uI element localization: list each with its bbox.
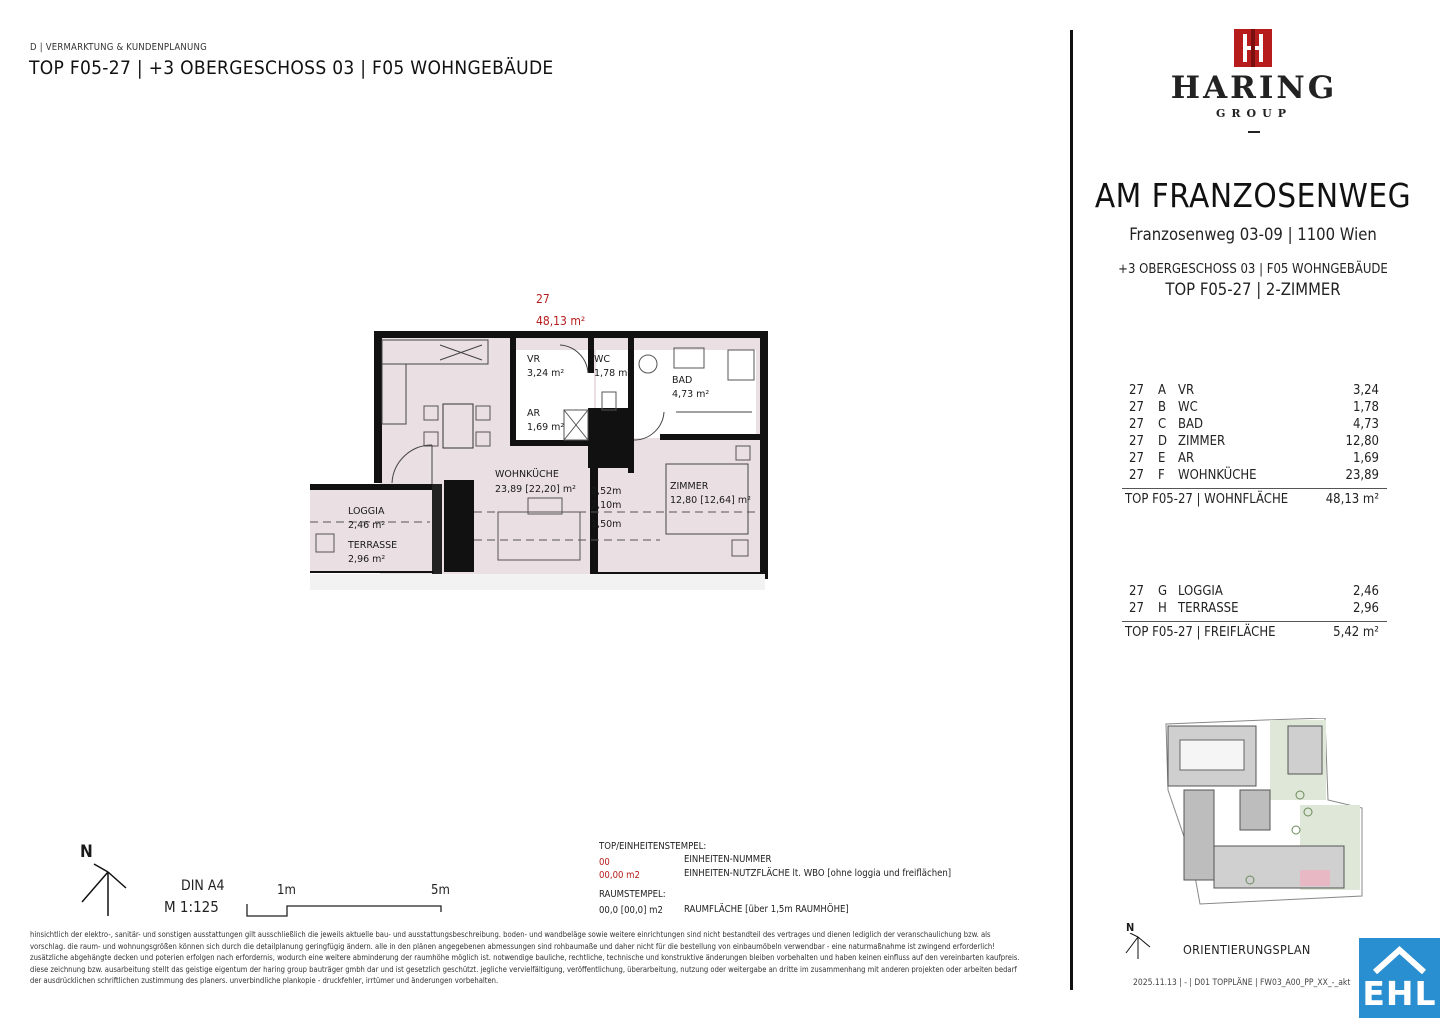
living-area-table bbox=[1122, 383, 1387, 512]
room-name: VR bbox=[1178, 383, 1195, 398]
brand-name: HARING bbox=[1170, 70, 1338, 106]
legend-text: EINHEITEN-NUTZFLÄCHE lt. WBO [ohne loggia und freiflächen] bbox=[684, 868, 952, 879]
vertical-divider bbox=[1070, 30, 1073, 990]
plan-unit-area: 48,13 m² bbox=[536, 314, 586, 328]
room-bad-area: 4,73 m² bbox=[672, 389, 710, 400]
table-row bbox=[1122, 601, 1387, 618]
total-value: 48,13 m² bbox=[1325, 492, 1379, 507]
room-zimmer-name: ZIMMER bbox=[670, 481, 709, 492]
legend-text: EINHEITEN-NUMMER bbox=[684, 854, 772, 865]
total-value: 5,42 m² bbox=[1333, 625, 1379, 640]
room-vr-area: 3,24 m² bbox=[527, 368, 565, 379]
legend-title: TOP/EINHEITENSTEMPEL: bbox=[599, 841, 707, 852]
room-terrasse-name: TERRASSE bbox=[348, 540, 398, 551]
room-vr-name: VR bbox=[527, 354, 541, 365]
table-row bbox=[1122, 434, 1387, 451]
unit-no: 27 bbox=[1129, 601, 1144, 616]
project-unit: TOP F05-27 | 2-ZIMMER bbox=[1165, 280, 1341, 299]
total-label: TOP F05-27 | WOHNFLÄCHE bbox=[1125, 492, 1289, 507]
legend-room-title: RAUMSTEMPEL: bbox=[599, 889, 666, 900]
room-key: D bbox=[1158, 434, 1168, 449]
room-key: B bbox=[1158, 400, 1167, 415]
project-address: Franzosenweg 03-09 | 1100 Wien bbox=[1129, 225, 1377, 244]
unit-no: 27 bbox=[1129, 584, 1144, 599]
orientation-label: ORIENTIERUNGSPLAN bbox=[1183, 942, 1311, 957]
table-row bbox=[1122, 468, 1387, 485]
unit-no: 27 bbox=[1129, 400, 1144, 415]
room-key: A bbox=[1158, 383, 1166, 398]
legend-code: 00,00 m2 bbox=[599, 870, 640, 881]
department-label: D | VERMARKTUNG & KUNDENPLANUNG bbox=[30, 42, 207, 53]
table-row bbox=[1122, 400, 1387, 417]
disclaimer-line: hinsichtlich der elektro-, sanitär- und sonstigen ausstattungen gilt ausschließlich die jeweils aktuelle bau- und ausstattungsbeschreibung. boden- und wandbeläge sowie weitere einrichtungen sind nicht bestandteil des vertrages und dienen lediglich der veranschaulichung bzw. als bbox=[30, 930, 991, 939]
floor-plan bbox=[300, 285, 780, 595]
room-loggia-name: LOGGIA bbox=[348, 506, 385, 517]
room-wohnkueche-area: 23,89 [22,20] m² bbox=[495, 484, 576, 495]
unit-no: 27 bbox=[1129, 468, 1144, 483]
room-area: 2,46 bbox=[1352, 584, 1379, 599]
disclaimer-line: vorschlag. die raum- und wohnungsgrößen können sich durch die detailplanung geringfügig ändern. alle in den plänen angegebenen abmessungen sind rohbaumaße und daher nicht für die bestellung von einbaumöbeln verwendbar - eine naturmaßnahme ist zwingend erforderlich! bbox=[30, 941, 995, 951]
orientation-north-icon bbox=[1124, 921, 1154, 961]
site-plan-map bbox=[1160, 718, 1365, 908]
room-ar-area: 1,69 m² bbox=[527, 422, 565, 433]
room-area: 3,24 bbox=[1352, 383, 1379, 398]
room-area: 1,69 bbox=[1352, 451, 1379, 466]
room-key: E bbox=[1158, 451, 1166, 466]
room-zimmer-area: 12,80 [12,64] m² bbox=[670, 495, 751, 506]
disclaimer bbox=[30, 929, 1050, 987]
room-area: 4,73 bbox=[1352, 417, 1379, 432]
unit-no: 27 bbox=[1129, 451, 1144, 466]
project-title: AM FRANZOSENWEG bbox=[1094, 176, 1412, 215]
room-name: TERRASSE bbox=[1178, 601, 1239, 616]
disclaimer-line: diese zeichnung bzw. ausarbeitung stellt das geistige eigentum der haring group bauträger gmbh dar und ist gesetzlich geschützt. jegliche vervielfältigung, veröffentlichung, überarbeitung, nutzung oder weitergabe an dritte im zusammenhang mit anderen projekten oder arbeiten bedarf bbox=[30, 964, 1017, 974]
outdoor-area-table bbox=[1122, 584, 1387, 645]
footer-reference: 2025.11.13 | - | D01 TOPPLÄNE | FW03_A00_PP_XX_-_akt bbox=[1133, 978, 1351, 988]
disclaimer-line: der ausdrücklichen schriftlichen zustimmung des planers. unverbindliche plankopie - druckfehler, irrtümer und änderungen vorbehalten. bbox=[30, 976, 499, 985]
room-name: BAD bbox=[1178, 417, 1204, 432]
room-wohnkueche-name: WOHNKÜCHE bbox=[495, 469, 559, 480]
height-label: 2,10m bbox=[591, 500, 622, 511]
haring-logo-icon bbox=[1234, 29, 1272, 67]
brand-divider bbox=[1248, 131, 1260, 133]
room-bad-name: BAD bbox=[672, 375, 693, 386]
scale-ratio: M 1:125 bbox=[164, 898, 219, 916]
ehl-logo bbox=[1359, 938, 1440, 1018]
legend-text: RAUMFLÄCHE [über 1,5m RAUMHÖHE] bbox=[684, 904, 849, 915]
room-key: H bbox=[1158, 601, 1167, 616]
project-floor: +3 OBERGESCHOSS 03 | F05 WOHNGEBÄUDE bbox=[1118, 262, 1388, 277]
room-key: F bbox=[1158, 468, 1165, 483]
living-total-row bbox=[1122, 488, 1387, 512]
room-name: ZIMMER bbox=[1178, 434, 1226, 449]
height-label: 1,50m bbox=[591, 519, 622, 530]
room-name: WOHNKÜCHE bbox=[1178, 468, 1257, 483]
room-name: WC bbox=[1178, 400, 1198, 415]
room-terrasse-area: 2,96 m² bbox=[348, 554, 386, 565]
unit-no: 27 bbox=[1129, 417, 1144, 432]
paper-size: DIN A4 bbox=[181, 878, 225, 894]
legend-code: 00,0 [00,0] m2 bbox=[599, 905, 663, 916]
room-area: 1,78 bbox=[1352, 400, 1379, 415]
room-name: LOGGIA bbox=[1178, 584, 1223, 599]
page-title: TOP F05-27 | +3 OBERGESCHOSS 03 | F05 WOHNGEBÄUDE bbox=[29, 57, 554, 79]
room-key: C bbox=[1158, 417, 1167, 432]
room-wc-area: 1,78 m² bbox=[594, 368, 632, 379]
room-area: 12,80 bbox=[1345, 434, 1379, 449]
scale-bar bbox=[245, 900, 455, 920]
legend-code: 00 bbox=[599, 857, 610, 868]
north-label: N bbox=[80, 842, 93, 862]
room-wc-name: WC bbox=[594, 354, 611, 365]
ehl-label: EHL bbox=[1362, 974, 1437, 1013]
outdoor-total-row bbox=[1122, 621, 1387, 645]
table-row bbox=[1122, 584, 1387, 601]
height-label: 2,52m bbox=[591, 486, 622, 497]
room-name: AR bbox=[1178, 451, 1195, 466]
unit-no: 27 bbox=[1129, 434, 1144, 449]
scale-tick-1m: 1m bbox=[277, 883, 296, 898]
plan-unit-number: 27 bbox=[536, 292, 550, 306]
brand-sub: GROUP bbox=[1216, 107, 1292, 120]
scale-tick-5m: 5m bbox=[431, 883, 450, 898]
table-row bbox=[1122, 417, 1387, 434]
total-label: TOP F05-27 | FREIFLÄCHE bbox=[1125, 625, 1276, 640]
north-label: N bbox=[1126, 921, 1135, 934]
table-row bbox=[1122, 451, 1387, 468]
room-loggia-area: 2,46 m² bbox=[348, 520, 386, 531]
unit-no: 27 bbox=[1129, 383, 1144, 398]
disclaimer-line: zusätzliche abgehängte decken und poterien erfolgen nach erfordernis, wodurch eine weitere abminderung der raumhöhe möglich ist. notwendige bauliche, rechtliche, technische und konstruktive änderungen bleiben vorbehalten und haben keinen einfluss auf den vereinbarten kaufpreis. bbox=[30, 953, 1020, 962]
room-area: 2,96 bbox=[1352, 601, 1379, 616]
room-area: 23,89 bbox=[1345, 468, 1379, 483]
room-key: G bbox=[1158, 584, 1168, 599]
room-ar-name: AR bbox=[527, 408, 541, 419]
table-row bbox=[1122, 383, 1387, 400]
house-roof-icon bbox=[1371, 944, 1428, 974]
north-arrow-icon bbox=[76, 842, 130, 918]
